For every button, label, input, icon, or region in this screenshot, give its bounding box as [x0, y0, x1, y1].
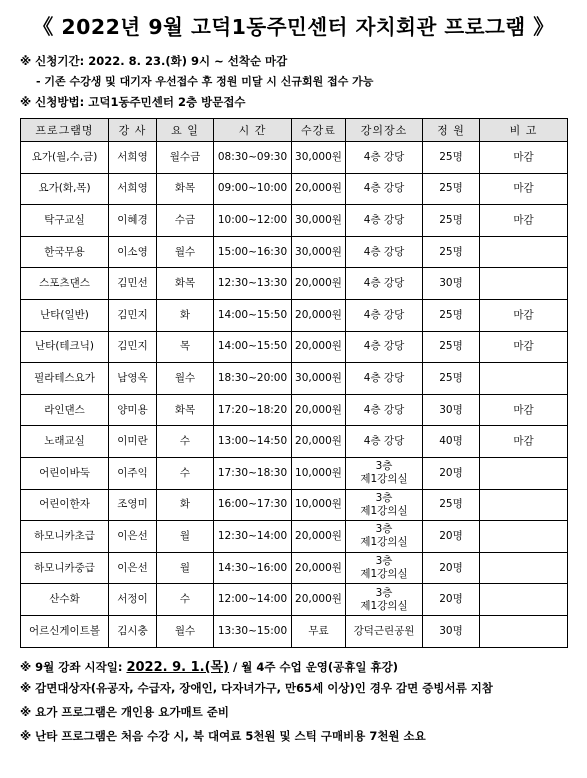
- place-line: 강덕근린공원: [353, 624, 415, 637]
- time-cell: 12:30~13:30: [214, 268, 292, 300]
- place-line: 4층 강당: [363, 340, 405, 353]
- place-cell: [346, 142, 423, 174]
- program-name-cell: 어린이한자: [21, 489, 109, 521]
- note-cell: 마감: [480, 331, 568, 363]
- capacity-cell: 20명: [423, 584, 480, 616]
- day-cell: 수: [157, 584, 214, 616]
- fee-cell: 30,000원: [292, 205, 346, 237]
- capacity-cell: 25명: [423, 205, 480, 237]
- table-row: [21, 426, 568, 458]
- note-cell: 마감: [480, 173, 568, 205]
- place-cell: [346, 584, 423, 616]
- table-row: [21, 615, 568, 647]
- program-table: [20, 118, 568, 648]
- note-cell: [480, 457, 568, 489]
- place-line: 4층 강당: [363, 245, 405, 258]
- time-cell: 17:30~18:30: [214, 457, 292, 489]
- time-cell: 14:30~16:00: [214, 552, 292, 584]
- day-cell: 화: [157, 299, 214, 331]
- place-line: 4층 강당: [363, 213, 405, 226]
- place-cell: [346, 615, 423, 647]
- note-cell: [480, 552, 568, 584]
- fee-cell: 20,000원: [292, 173, 346, 205]
- day-cell: 월수: [157, 236, 214, 268]
- fee-cell: 20,000원: [292, 394, 346, 426]
- start-date-suffix: / 월 4주 수업 운영(공휴일 휴강): [229, 660, 398, 674]
- place-room-line: 제1강의실: [360, 599, 408, 612]
- place-line: 4층 강당: [363, 403, 405, 416]
- note-cell: [480, 521, 568, 553]
- time-cell: 18:30~20:00: [214, 363, 292, 395]
- fee-cell: 20,000원: [292, 426, 346, 458]
- place-cell: [346, 236, 423, 268]
- program-name-cell: 필라테스요가: [21, 363, 109, 395]
- capacity-cell: 25명: [423, 489, 480, 521]
- place-cell: [346, 331, 423, 363]
- capacity-cell: 25명: [423, 331, 480, 363]
- place-line: 4층 강당: [363, 371, 405, 384]
- table-header-row: [21, 119, 568, 142]
- fee-cell: 20,000원: [292, 521, 346, 553]
- note-cell: [480, 489, 568, 521]
- place-cell: [346, 552, 423, 584]
- teacher-cell: 이은선: [109, 521, 157, 553]
- place-cell: [346, 299, 423, 331]
- table-row: [21, 394, 568, 426]
- discount-note: ※ 감면대상자(유공자, 수급자, 장애인, 다자녀가구, 만65세 이상)인 경우 감면 증빙서류 지참: [20, 681, 493, 695]
- yoga-note: ※ 요가 프로그램은 개인용 요가매트 준비: [20, 705, 229, 719]
- note-cell: 마감: [480, 426, 568, 458]
- capacity-cell: 20명: [423, 521, 480, 553]
- teacher-cell: 이주익: [109, 457, 157, 489]
- application-method: ※ 신청방법: 고덕1동주민센터 2층 방문접수: [20, 95, 246, 109]
- table-row: [21, 363, 568, 395]
- day-cell: 화목: [157, 268, 214, 300]
- teacher-cell: 김시충: [109, 615, 157, 647]
- capacity-cell: 25명: [423, 299, 480, 331]
- fee-cell: 무료: [292, 615, 346, 647]
- day-cell: 월수: [157, 615, 214, 647]
- program-name-cell: 하모니카초급: [21, 521, 109, 553]
- place-line: 4층 강당: [363, 150, 405, 163]
- table-row: [21, 331, 568, 363]
- note-cell: [480, 236, 568, 268]
- capacity-cell: 20명: [423, 552, 480, 584]
- capacity-cell: 25명: [423, 363, 480, 395]
- note-cell: 마감: [480, 142, 568, 174]
- capacity-cell: 30명: [423, 268, 480, 300]
- program-name-cell: 어린이바둑: [21, 457, 109, 489]
- place-line: 3층: [375, 491, 393, 504]
- time-cell: 12:30~14:00: [214, 521, 292, 553]
- application-period-note: - 기존 수강생 및 대기자 우선접수 후 정원 미달 시 신규회원 접수 가능: [36, 75, 374, 88]
- start-date-prefix: ※ 9월 강좌 시작일:: [20, 660, 127, 674]
- place-cell: [346, 394, 423, 426]
- capacity-cell: 25명: [423, 142, 480, 174]
- day-cell: 수금: [157, 205, 214, 237]
- fee-cell: 30,000원: [292, 142, 346, 174]
- place-cell: [346, 521, 423, 553]
- teacher-cell: 양미용: [109, 394, 157, 426]
- table-row: [21, 142, 568, 174]
- application-period: ※ 신청기간: 2022. 8. 23.(화) 9시 ~ 선착순 마감: [20, 54, 288, 68]
- teacher-cell: 김민지: [109, 299, 157, 331]
- place-cell: [346, 489, 423, 521]
- place-room-line: 제1강의실: [360, 536, 408, 549]
- note-cell: 마감: [480, 394, 568, 426]
- program-name-cell: 라인댄스: [21, 394, 109, 426]
- time-cell: 13:30~15:00: [214, 615, 292, 647]
- place-cell: [346, 363, 423, 395]
- table-row: [21, 521, 568, 553]
- table-row: [21, 173, 568, 205]
- day-cell: 수: [157, 426, 214, 458]
- place-line: 4층 강당: [363, 182, 405, 195]
- teacher-cell: 이혜경: [109, 205, 157, 237]
- note-cell: 마감: [480, 205, 568, 237]
- teacher-cell: 김민선: [109, 268, 157, 300]
- day-cell: 월수금: [157, 142, 214, 174]
- place-line: 3층: [375, 586, 393, 599]
- header-place: 강의장소: [346, 119, 423, 142]
- table-row: [21, 299, 568, 331]
- program-name-cell: 노래교실: [21, 426, 109, 458]
- fee-cell: 20,000원: [292, 552, 346, 584]
- start-date: 2022. 9. 1.(목): [126, 660, 230, 675]
- day-cell: 화목: [157, 394, 214, 426]
- place-line: 3층: [375, 523, 393, 536]
- teacher-cell: 이미란: [109, 426, 157, 458]
- place-cell: [346, 173, 423, 205]
- teacher-cell: 서정이: [109, 584, 157, 616]
- day-cell: 화: [157, 489, 214, 521]
- header-program: 프로그램명: [21, 119, 109, 142]
- fee-cell: 10,000원: [292, 489, 346, 521]
- teacher-cell: 남영옥: [109, 363, 157, 395]
- teacher-cell: 이은선: [109, 552, 157, 584]
- program-name-cell: 산수화: [21, 584, 109, 616]
- table-row: [21, 268, 568, 300]
- day-cell: 화목: [157, 173, 214, 205]
- place-line: 4층 강당: [363, 435, 405, 448]
- header-fee: 수강료: [292, 119, 346, 142]
- place-room-line: 제1강의실: [360, 473, 408, 486]
- time-cell: 13:00~14:50: [214, 426, 292, 458]
- table-row: [21, 552, 568, 584]
- teacher-cell: 서희영: [109, 142, 157, 174]
- program-name-cell: 난타(일반): [21, 299, 109, 331]
- time-cell: 12:00~14:00: [214, 584, 292, 616]
- page-title: 《 2022년 9월 고덕1동주민센터 자치회관 프로그램 》: [32, 15, 555, 39]
- teacher-cell: 김민지: [109, 331, 157, 363]
- table-row: [21, 457, 568, 489]
- header-time: 시 간: [214, 119, 292, 142]
- time-cell: 16:00~17:30: [214, 489, 292, 521]
- day-cell: 월수: [157, 363, 214, 395]
- fee-cell: 20,000원: [292, 268, 346, 300]
- capacity-cell: 25명: [423, 236, 480, 268]
- nanta-note: ※ 난타 프로그램은 처음 수강 시, 북 대여료 5천원 및 스틱 구매비용 7천원 소요: [20, 729, 426, 743]
- note-cell: [480, 268, 568, 300]
- program-name-cell: 요가(화,목): [21, 173, 109, 205]
- place-line: 4층 강당: [363, 277, 405, 290]
- program-name-cell: 한국무용: [21, 236, 109, 268]
- table-row: [21, 489, 568, 521]
- time-cell: 14:00~15:50: [214, 331, 292, 363]
- capacity-cell: 30명: [423, 394, 480, 426]
- capacity-cell: 30명: [423, 615, 480, 647]
- day-cell: 목: [157, 331, 214, 363]
- place-line: 3층: [375, 555, 393, 568]
- day-cell: 월: [157, 552, 214, 584]
- capacity-cell: 40명: [423, 426, 480, 458]
- program-name-cell: 어르신게이트볼: [21, 615, 109, 647]
- header-teacher: 강 사: [109, 119, 157, 142]
- note-cell: [480, 615, 568, 647]
- program-name-cell: 하모니카중급: [21, 552, 109, 584]
- time-cell: 10:00~12:00: [214, 205, 292, 237]
- program-name-cell: 난타(테크닉): [21, 331, 109, 363]
- time-cell: 14:00~15:50: [214, 299, 292, 331]
- fee-cell: 20,000원: [292, 299, 346, 331]
- teacher-cell: 이소영: [109, 236, 157, 268]
- capacity-cell: 20명: [423, 457, 480, 489]
- table-row: [21, 584, 568, 616]
- teacher-cell: 조영미: [109, 489, 157, 521]
- capacity-cell: 25명: [423, 173, 480, 205]
- fee-cell: 30,000원: [292, 363, 346, 395]
- place-cell: [346, 205, 423, 237]
- teacher-cell: 서희영: [109, 173, 157, 205]
- program-name-cell: 스포츠댄스: [21, 268, 109, 300]
- start-date-note: [20, 656, 398, 675]
- table-row: [21, 205, 568, 237]
- place-cell: [346, 426, 423, 458]
- note-cell: 마감: [480, 299, 568, 331]
- header-capacity: 정 원: [423, 119, 480, 142]
- place-room-line: 제1강의실: [360, 568, 408, 581]
- place-cell: [346, 457, 423, 489]
- time-cell: 08:30~09:30: [214, 142, 292, 174]
- place-cell: [346, 268, 423, 300]
- header-day: 요 일: [157, 119, 214, 142]
- time-cell: 17:20~18:20: [214, 394, 292, 426]
- day-cell: 월: [157, 521, 214, 553]
- fee-cell: 20,000원: [292, 584, 346, 616]
- place-line: 4층 강당: [363, 308, 405, 321]
- program-name-cell: 요가(월,수,금): [21, 142, 109, 174]
- fee-cell: 30,000원: [292, 236, 346, 268]
- time-cell: 09:00~10:00: [214, 173, 292, 205]
- note-cell: [480, 363, 568, 395]
- program-name-cell: 탁구교실: [21, 205, 109, 237]
- day-cell: 수: [157, 457, 214, 489]
- time-cell: 15:00~16:30: [214, 236, 292, 268]
- table-row: [21, 236, 568, 268]
- header-note: 비 고: [480, 119, 568, 142]
- place-room-line: 제1강의실: [360, 504, 408, 517]
- note-cell: [480, 584, 568, 616]
- fee-cell: 10,000원: [292, 457, 346, 489]
- fee-cell: 20,000원: [292, 331, 346, 363]
- place-line: 3층: [375, 460, 393, 473]
